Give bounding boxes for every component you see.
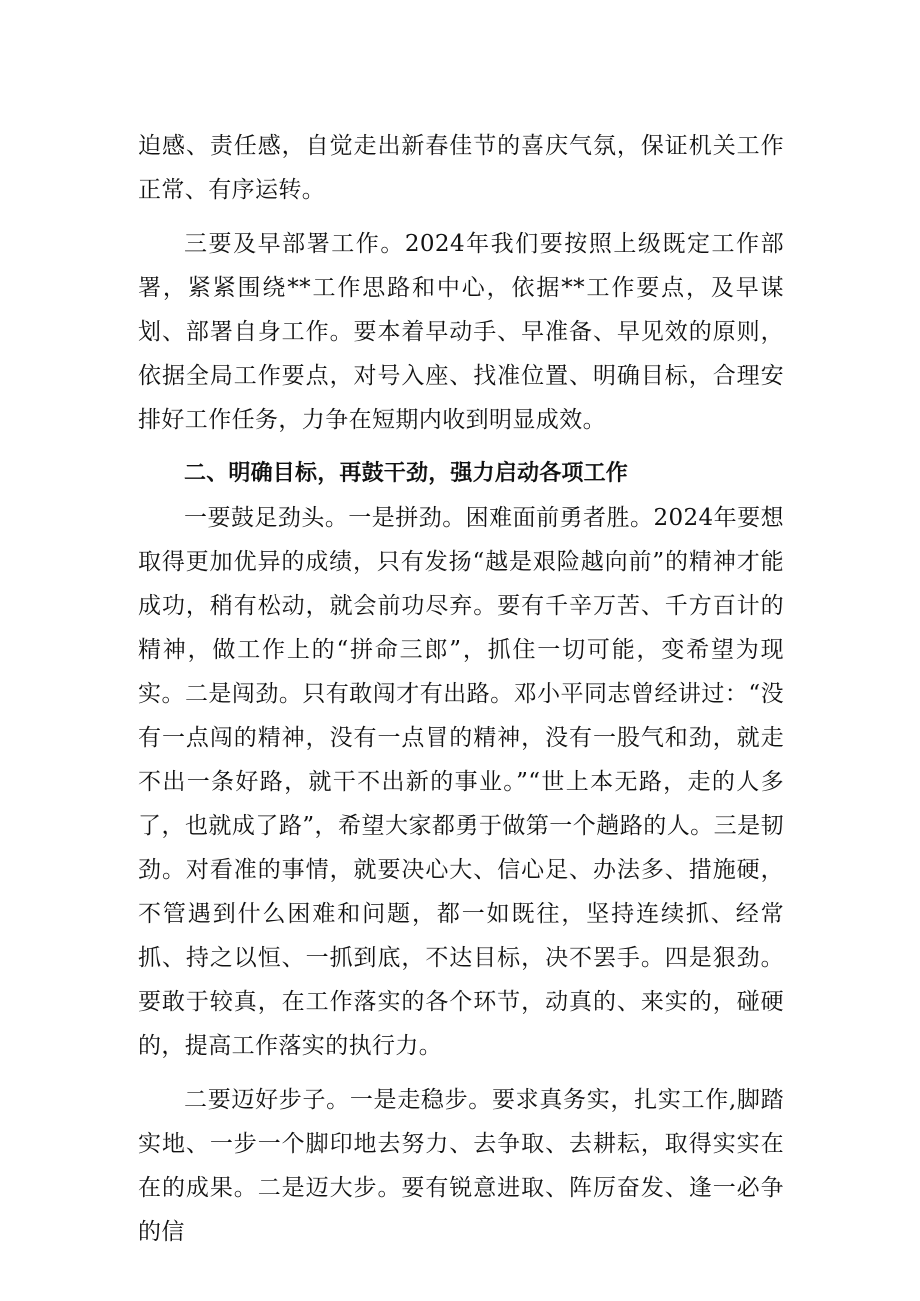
- paragraph-drive: 一要鼓足劲头。一是拼劲。困难面前勇者胜。2024年要想取得更加优异的成绩，只有发扬“越是艰险越向前”的精神才能成功，稍有松动，就会前功尽弃。要有千辛万苦、千方百计的精神，做工作上的“拼命三郎”，抓住一切可能，变希望为现实。二是闯劲。只有敢闯才有出路。邓小平同志曾经讲过：“没有一点闯的精神，没有一点冒的精神，没有一股气和劲，就走不出一条好路，就干不出新的事业。”“世上本无路，走的人多了，也就成了路”，希望大家都勇于做第一个趟路的人。三是韧劲。对看准的事情，就要决心大、信心足、办法多、措施硬，不管遇到什么困难和问题，都一如既往，坚持连续抓、经常抓、持之以恒、一抓到底，不达目标，决不罢手。四是狠劲。要敢于较真，在工作落实的各个环节，动真的、来实的，碰硬的，提高工作落实的执行力。: [138, 505, 784, 1059]
- paragraph-steps: 二要迈好步子。一是走稳步。要求真务实，扎实工作,脚踏实地、一步一个脚印地去努力、去争取、去耕耘，取得实实在在的成果。二是迈大步。要有锐意进取、阵厉奋发、逢一必争的信: [138, 1087, 784, 1245]
- paragraph-early-deployment: 三要及早部署工作。2024年我们要按照上级既定工作部署，紧紧围绕**工作思路和中心，依据**工作要点，及早谋划、部署自身工作。要本着早动手、早准备、早见效的原则，依据全局工作要点，对号入座、找准位置、明确目标，合理安排好工作任务，力争在短期内收到明显成效。: [138, 231, 784, 433]
- paragraph-continuation: 迫感、责任感，自觉走出新春佳节的喜庆气氛，保证机关工作正常、有序运转。: [138, 133, 784, 203]
- document-body: [138, 124, 784, 1254]
- section-heading: 二、明确目标，再鼓干劲，强力启动各项工作: [184, 461, 629, 486]
